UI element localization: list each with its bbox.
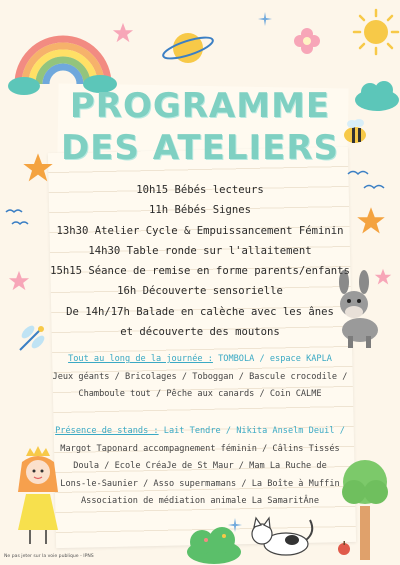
stands-label: Présence de stands : <box>55 426 159 436</box>
schedule-item: De 14h/17h Balade en calèche avec les ânes <box>66 305 334 318</box>
stands-list <box>40 423 360 511</box>
sun-icon <box>352 8 400 56</box>
page-title-line-2: DES ATELIERS <box>60 128 340 168</box>
page-title-line-1: PROGRAMME <box>69 86 331 126</box>
cat-icon <box>248 512 318 560</box>
schedule-item: et découverte des moutons <box>120 326 280 339</box>
stands-line: Association de médiation animale La SamaritÂne <box>81 496 319 507</box>
schedule-item: 11h Bébés Signes <box>148 204 252 217</box>
planet-icon <box>160 26 216 70</box>
pink-star-icon <box>8 270 30 292</box>
all-day-line: Jeux géants / Bricolages / Toboggan / Bascule crocodile / <box>52 371 348 382</box>
all-day-line: Chamboule tout / Pêche aux canards / Coin CALME <box>78 389 322 400</box>
stands-line: Doula / Ecole CréaJe de St Maur / Mam La Ruche de <box>73 461 327 472</box>
apple-icon <box>336 540 352 556</box>
schedule-item: 13h30 Atelier Cycle & Empuissancement Féminin <box>56 224 344 237</box>
stands-line: Lons-le-Saunier / Asso supermamans / La Boîte à Muffin <box>60 478 340 489</box>
schedule-item: 16h Découverte sensorielle <box>117 285 283 298</box>
stands-first-line <box>40 423 360 441</box>
footer-note: Ne pas jeter sur la voie publique - IPNS <box>4 554 94 559</box>
birds-icon <box>4 204 32 232</box>
stands-line-rest: Lait Tendre / Nikita Anselm Deuil / <box>158 426 345 436</box>
all-day-activities <box>40 351 360 404</box>
schedule-item: 14h30 Table ronde sur l'allaitement <box>88 244 312 257</box>
stands-line: Margot Taponard accompagnement féminin / Câlins Tissés <box>60 443 340 454</box>
all-day-line-rest: TOMBOLA / espace KAPLA <box>212 354 332 364</box>
all-day-first-line <box>40 351 360 369</box>
schedule-item: 15h15 Séance de remise en forme parents/enfants <box>50 265 350 278</box>
rainbow-icon <box>8 14 118 94</box>
pink-star-icon <box>112 22 134 44</box>
schedule-item: 10h15 Bébés lecteurs <box>136 184 264 196</box>
sparkle-icon <box>228 518 242 532</box>
schedule-list <box>30 180 370 342</box>
all-day-label: Tout au long de la journée : <box>68 354 213 364</box>
flower-icon <box>292 26 322 56</box>
sparkle-icon <box>258 12 272 26</box>
